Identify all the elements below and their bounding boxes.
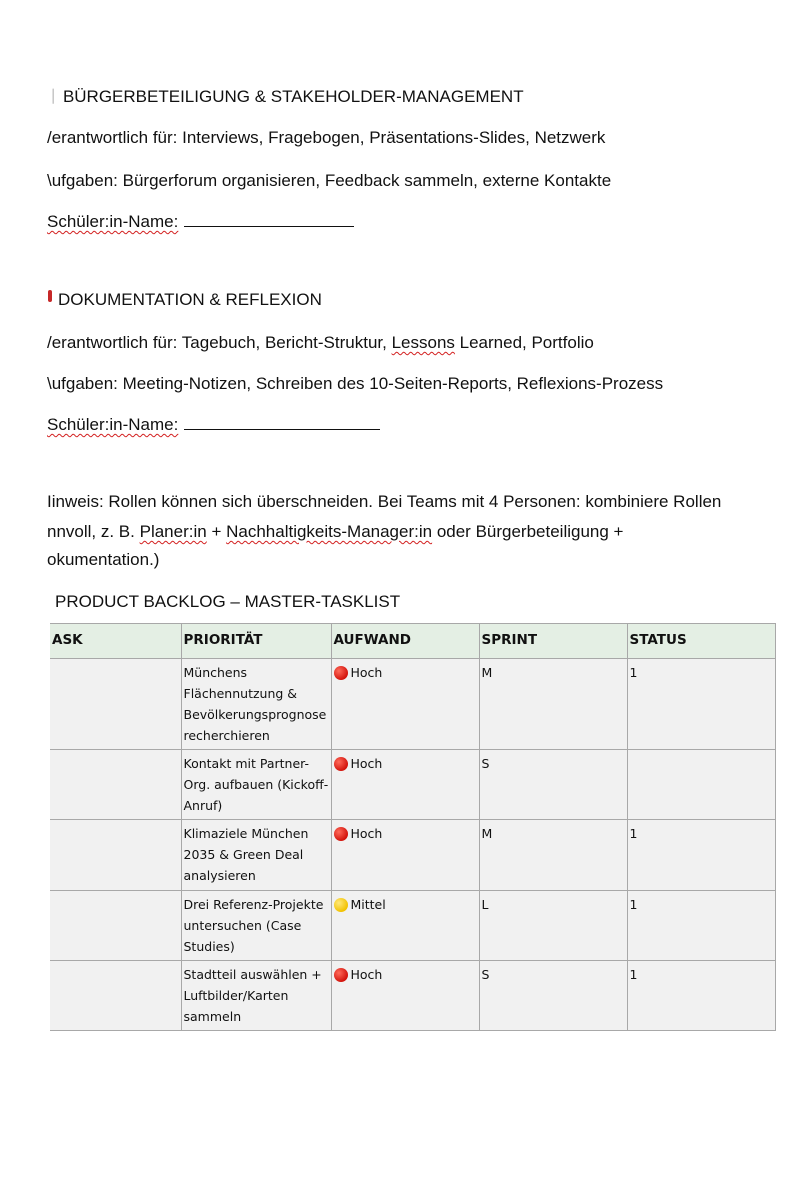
- red-circle-icon: [334, 666, 348, 680]
- task-cell: [50, 891, 181, 961]
- backlog-table: [50, 623, 776, 1031]
- sprint-cell: M: [479, 659, 627, 750]
- effort-cell: Hoch: [331, 961, 479, 1031]
- effort-cell: Hoch: [331, 750, 479, 820]
- sprint-cell: S: [479, 750, 627, 820]
- table-row: [50, 961, 775, 1031]
- student-name-label: Schüler:in-Name:: [47, 212, 179, 231]
- column-header-priority: PRIORITÄT: [181, 624, 331, 659]
- table-row: [50, 891, 775, 961]
- red-circle-icon: [334, 757, 348, 771]
- section-marker-icon: [48, 290, 52, 302]
- column-header-task: ASK: [50, 624, 181, 659]
- column-header-sprint: SPRINT: [479, 624, 627, 659]
- task-cell: [50, 659, 181, 750]
- priority-cell: Klimaziele München 2035 & Green Deal analysieren: [181, 820, 331, 891]
- backlog-heading: PRODUCT BACKLOG – MASTER-TASKLIST: [55, 592, 401, 611]
- priority-cell: Münchens Flächennutzung & Bevölkerungsprognose recherchieren: [181, 659, 331, 750]
- task-cell: [50, 820, 181, 891]
- student-name-label: Schüler:in-Name:: [47, 415, 179, 434]
- table-row: [50, 820, 775, 891]
- red-circle-icon: [334, 968, 348, 982]
- status-cell: 1: [627, 820, 775, 891]
- sprint-cell: M: [479, 820, 627, 891]
- name-blank-line: [184, 212, 354, 227]
- student-name-field[interactable]: [47, 211, 354, 233]
- status-cell: 1: [627, 961, 775, 1031]
- note-line-1: Iinweis: Rollen können sich überschneiden. Bei Teams mit 4 Personen: kombiniere Rollen: [47, 492, 722, 511]
- table-row: [50, 659, 775, 750]
- status-cell: [627, 750, 775, 820]
- status-cell: 1: [627, 891, 775, 961]
- effort-cell: Hoch: [331, 659, 479, 750]
- name-blank-line: [184, 415, 380, 430]
- task-cell: [50, 750, 181, 820]
- section-tasks-text: \ufgaben: Meeting-Notizen, Schreiben des 10-Seiten-Reports, Reflexions-Prozess: [47, 374, 664, 393]
- section-heading-documentation: DOKUMENTATION & REFLEXION: [58, 290, 322, 309]
- effort-cell: Hoch: [331, 820, 479, 891]
- yellow-circle-icon: [334, 898, 348, 912]
- priority-cell: Kontakt mit Partner-Org. aufbauen (Kickoff-Anruf): [181, 750, 331, 820]
- table-row: [50, 750, 775, 820]
- section-responsible-text: /erantwortlich für: Tagebuch, Bericht-Struktur, Lessons Learned, Portfolio: [47, 333, 594, 352]
- note-line-2: nnvoll, z. B. Planer:in + Nachhaltigkeits-Manager:in oder Bürgerbeteiligung +: [47, 522, 624, 541]
- status-cell: 1: [627, 659, 775, 750]
- section-heading-citizen-participation: ᛁ BÜRGERBETEILIGUNG & STAKEHOLDER-MANAGEMENT: [48, 87, 524, 106]
- priority-cell: Stadtteil auswählen + Luftbilder/Karten sammeln: [181, 961, 331, 1031]
- note-line-3: okumentation.): [47, 550, 160, 569]
- sprint-cell: L: [479, 891, 627, 961]
- student-name-field[interactable]: [47, 414, 380, 436]
- table-header-row: [50, 624, 775, 659]
- sprint-cell: S: [479, 961, 627, 1031]
- task-cell: [50, 961, 181, 1031]
- section-responsible-text: /erantwortlich für: Interviews, Fragebogen, Präsentations-Slides, Netzwerk: [47, 128, 606, 147]
- effort-cell: Mittel: [331, 891, 479, 961]
- section-tasks-text: \ufgaben: Bürgerforum organisieren, Feedback sammeln, externe Kontakte: [47, 171, 612, 190]
- column-header-status: STATUS: [627, 624, 775, 659]
- column-header-effort: AUFWAND: [331, 624, 479, 659]
- red-circle-icon: [334, 827, 348, 841]
- priority-cell: Drei Referenz-Projekte untersuchen (Case Studies): [181, 891, 331, 961]
